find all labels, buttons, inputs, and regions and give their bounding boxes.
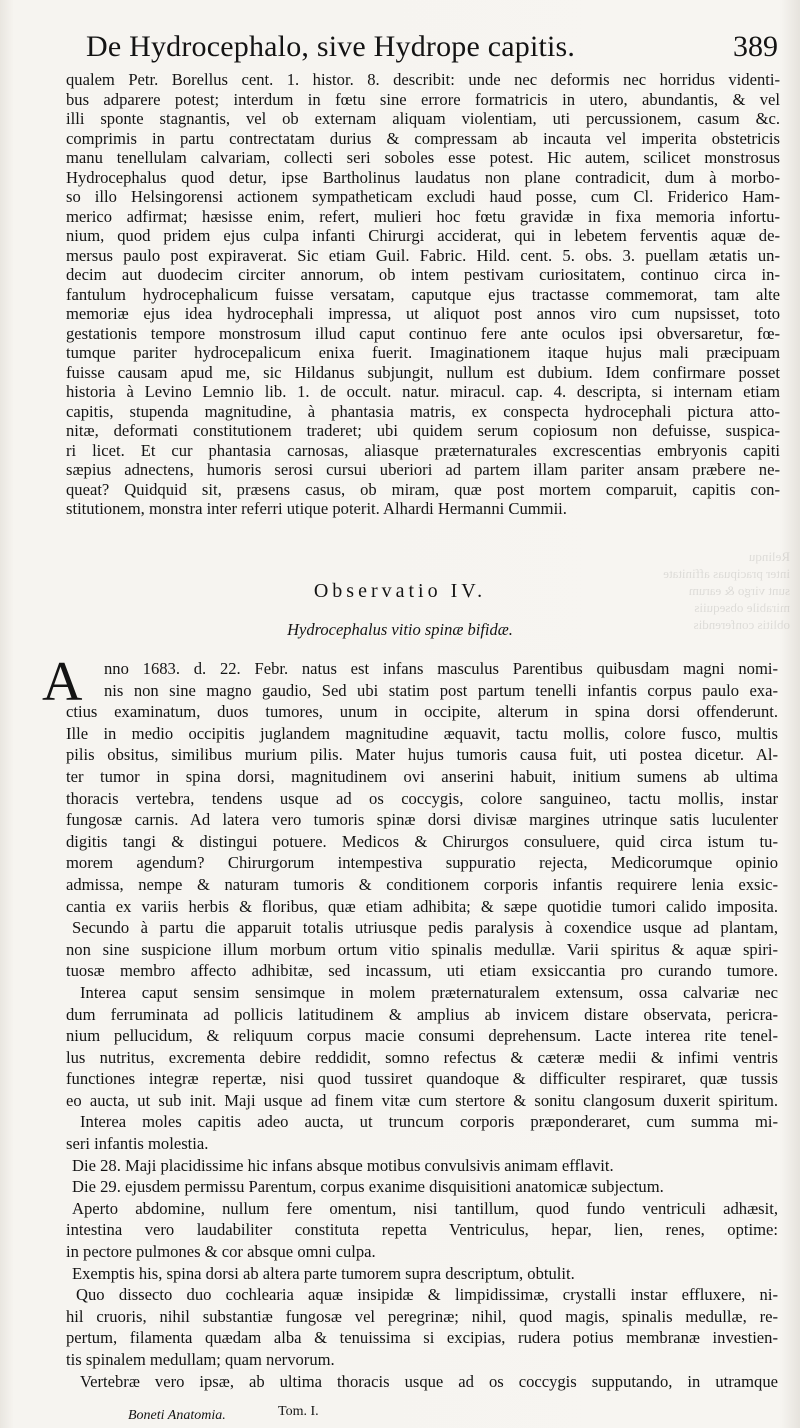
text-line: Interea moles capitis adeo aucta, ut truncum corporis præponderaret, cum summa mi- [80, 1112, 778, 1132]
text-line: comprimis in partu contrectatam durius & compressam ab incauta vel imperita obstetricis [66, 128, 780, 148]
text-line: so illo Helsingorensi actionem sympatheticam excludi haud posse, cum Cl. Friderico Ham- [66, 187, 780, 206]
text-line: ter tumor in spina dorsi, magnitudinem ovi anserini habuit, initium sumens ab ultima [66, 766, 778, 786]
text-line: queat? Quidquid sit, præsens casus, ob miram, quæ post mortem comparuit, capitis con- [66, 479, 780, 499]
text-line: lus nutritus, excrementa debire reddidit, somno refectus & cæteræ medii & infimi ventris [66, 1047, 778, 1067]
text-line: ri licet. Et cur phantasia carnosas, aliasque præternaturales excrescentias embryonis capiti [66, 440, 780, 460]
text-line: dum ferruminata ad pollicis latitudinem & amplius ab invicem distare observata, pericra- [66, 1004, 778, 1024]
text-line: Hydrocephalus quod detur, ipse Bartholinus laudatus non plane contradicit, dum à morbo- [66, 167, 780, 187]
text-line: fuisse causam apud me, sic Hildanus subjungit, nullum est dubium. Idem confirmare posset [66, 362, 780, 382]
text-line: nium pellucidum, & reliquum corpus macie consumi deprehensum. Lacte interea rite tenel- [66, 1026, 778, 1046]
footer-volume: Tom. I. [278, 1404, 319, 1419]
text-line: qualem Petr. Borellus cent. 1. histor. 8. describit: unde nec deformis nec horridus videnti- [66, 70, 780, 89]
text-line: intestina vero laudabiliter constituta repetta Ventriculus, hepar, lien, renes, optime: [66, 1220, 778, 1240]
text-line: admissa, nempe & naturam tumoris & conditionem corporis infantis requirere lenia exsic- [66, 874, 778, 894]
text-line: nno 1683. d. 22. Febr. natus est infans masculus Parentibus quibusdam magni nomi- [104, 659, 778, 678]
text-line: hil cruoris, nihil substantiæ fungosæ vel peregrinæ; nihil, quod magis, spinalis medullæ, re- [66, 1306, 778, 1326]
text-line: Die 28. Maji placidissime hic infans absque motibus convulsivis animam efflavit. [72, 1155, 614, 1175]
text-line: historia à Levino Lemnio lib. 1. de occult. natur. miracul. cap. 4. descripta, si internam etiam [66, 382, 780, 401]
text-line: cantia ex variis herbis & floribus, quæ etiam adhibita; & sæpe quotidie tumori calido imposita. [66, 896, 778, 916]
text-line: eo aucta, ut sub init. Maji usque ad finem vitæ cum stertore & sonitu clangosum duxerit spiritum. [66, 1090, 778, 1110]
observation-subtitle: Hydrocephalus vitio spinæ bifidæ. [287, 620, 513, 639]
text-line: functiones integræ repertæ, nisi quod tussiret quandoque & difficulter respiraret, quæ tussis [66, 1069, 778, 1089]
text-line: Exemptis his, spina dorsi ab altera parte tumorem supra descriptum, obtulit. [72, 1263, 575, 1283]
text-line: fungosæ carnis. Ad latera vero tumoris spinæ dorsi divisæ margines utrinque satis luculenter [66, 810, 778, 830]
text-line: capitis, stupenda magnitudine, à phantasia matris, ex conspecta hydrocephali pictura atto- [66, 401, 780, 421]
text-line: decim aut duodecim circiter annorum, ob intem pestivam curiositatem, continuo circa in- [66, 265, 780, 284]
text-line: Die 29. ejusdem permissu Parentum, corpus exanime disquisitioni anatomicæ subjectum. [72, 1177, 664, 1197]
text-line: pilis obsitus, similibus murium pilis. Mater hujus tumoris causa fuit, uti postea dicetur. Al- [66, 745, 778, 765]
text-line: digitis tangi & distingui potuere. Medicos & Chirurgos consuluere, quid circa istum tu- [66, 831, 778, 851]
text-line: merico adfirmat; hæsisse enim, refert, mulieri hoc fœtu gravidæ in fixa memoria infortu- [66, 206, 780, 226]
text-line: pertum, filamenta quædam alba & tenuissima si excipias, rudera potius membranæ investien- [66, 1328, 778, 1348]
text-line: Interea caput sensim sensimque in molem præternaturalem extensum, ossa calvariæ nec [80, 982, 778, 1002]
text-line: Ille in medio occipitis juglandem magnitudine æquavit, tactu mollis, colore fusco, multis [66, 723, 778, 743]
text-line: non sine suspicione illum morbum ortum vitio spinalis medullæ. Varii spiritus & aquæ spiri- [66, 939, 778, 959]
text-line: nium, quod pridem ejus culpa infanti Chirurgi acciderat, qui in lebetem ferventis aquæ de- [66, 226, 780, 245]
text-line: ctius examinatum, duos tumores, unum in occipite, alterum in spina dorsi offenderunt. [66, 702, 778, 722]
text-line: illi sponte stagnantis, vel ob externam aliquam violentiam, uti percussionem, casum &c. [66, 109, 780, 128]
text-line: stitutionem, monstra inter referri utique poterit. Alhardi Hermanni Cummii. [66, 499, 567, 518]
text-line: nis non sine magno gaudio, Sed ubi statim post partum tenelli infantis corpus paulo exa- [104, 680, 778, 700]
text-line: Secundo à partu die apparuit totalis utriusque pedis paralysis à coxendice usque ad plantam, [72, 918, 778, 938]
text-line: gestationis tempore monstrosum illud caput continuo fere ante oculos ipsi obversaretur, fœ- [66, 323, 780, 343]
text-line: mersus paulo post expiraverat. Sic etiam Guil. Fabric. Hild. cent. 5. obs. 3. puellam ætatis un- [66, 245, 780, 265]
observation-body [66, 658, 778, 1392]
drop-cap: A [42, 651, 83, 713]
text-line: Vertebræ vero ipsæ, ab ultima thoracis usque ad os coccygis supputando, in utramque [80, 1371, 778, 1391]
continuation-text [66, 70, 780, 519]
text-line: morem agendum? Chirurgorum intempestiva suppuratio rejecta, Medicorumque opinio [66, 853, 778, 873]
footer-book: Boneti Anatomia. [128, 1408, 226, 1423]
observation-title: Observatio IV. [313, 580, 487, 602]
text-line: tumque pariter hydrocepalicum enixa fuerit. Imaginationem itaque hujus mali præcipuam [66, 343, 780, 362]
text-line: seri infantis molestia. [66, 1134, 209, 1154]
text-line: bus adparere potest; interdum in fœtu sine errore formatricis in utero, abundantis, & vel [66, 89, 780, 109]
text-line: Aperto abdomine, nullum fere omentum, nisi tantillum, quod fundo ventriculi adhæsit, [72, 1198, 778, 1218]
text-line: Quo dissecto duo cochlearia aquæ insipidæ & limpidissimæ, crystalli instar effluxere, ni- [76, 1285, 778, 1305]
bleed-through-text: Relinqu inter pracipuas affinitate sunt virgo & earum mirabile obsequiis oblitis conferendis [663, 549, 790, 632]
text-line: sæpius adnectens, humoris serosi cursui uberiori ad partem illam pariter ansam præbere ne- [66, 460, 780, 479]
text-line: nitæ, deformati constitutionem traderet; ubi quidem serum copiosum non defuisse, suspica- [66, 421, 780, 440]
text-line: manu tenellulam calvariam, collecti seri soboles esse potest. Hic autem, scilicet monstrosus [66, 148, 780, 167]
text-line: memoriæ ejus idea hydrocephali impressa, ut aliquot post annos viro cum nupsisset, toto [66, 304, 780, 323]
text-line: tis spinalem medullam; quam nervorum. [66, 1350, 335, 1369]
text-line: in pectore pulmones & cor absque omni culpa. [66, 1242, 376, 1262]
running-title: De Hydrocephalo, sive Hydrope capitis. [86, 30, 576, 63]
text-line: thoracis vertebra, tendens usque ad os coccygis, colore sanguineo, tactu mollis, instar [66, 788, 778, 808]
text-line: fantulum hydrocephalicum fuisse versatam, caputque ejus tractasse commemorat, tam alte [66, 284, 780, 304]
text-line: tuosæ membro affecto adhibitæ, sed incassum, uti etiam exsiccantia pro curando tumore. [66, 961, 778, 981]
page-number: 389 [733, 30, 778, 63]
page-footer [128, 1404, 688, 1426]
page-header [78, 24, 778, 72]
